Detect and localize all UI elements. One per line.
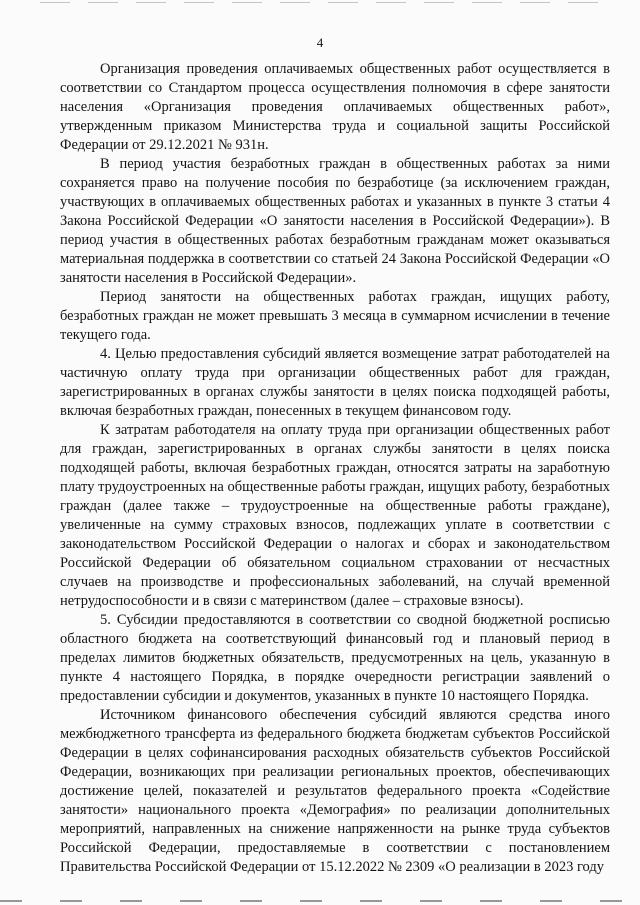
paragraph-subsidy-purpose: 4. Целью предоставления субсидий является возмещение затрат работодателей на частичную оплату труда при организации общественных работ для граждан, зарегистрированных в органах службы занятости в целях поиска подходящей работы, включая безработных граждан, понесенных в текущем финансовом году. [60,346,610,419]
paragraph-subsidy-provision: 5. Субсидии предоставляются в соответствии со сводной бюджетной росписью областного бюджета на соответствующий финансовый год и плановый период в пределах лимитов бюджетных обязательств, предусмотренных на цель, указанную в пункте 4 настоящего Порядка, в порядке очередности регистрации заявлений о предоставлении субсидии и документов, указанных в пункте 10 настоящего Порядка. [60,612,610,704]
paragraph-funding-source: Источником финансового обеспечения субсидий являются средства иного межбюджетного трансферта из федерального бюджета бюджетам субъектов Российской Федерации в целях софинансирования расходных обязательств субъектов Российской Федерации, возникающих при реализации региональных проектов, обеспечивающих достижение целей, показателей и результатов федерального проекта «Содействие занятости» национального проекта «Демография» по реализации дополнительных мероприятий, направленных на снижение напряженности на рынке труда субъектов Российской Федерации, предоставляемые в соответствии с постановлением Правительства Российской Федерации от 15.12.2022 № 2309 «О реализации в 2023 году [60,707,610,875]
paragraph-employment-period: Период занятости на общественных работах граждан, ищущих работу, безработных граждан не может превышать 3 месяца в суммарном исчислении в течение текущего года. [60,289,610,343]
page-number: 4 [316,35,324,50]
paragraph-public-works-standard: Организация проведения оплачиваемых общественных работ осуществляется в соответствии со Стандартом процесса осуществления полномочия в сфере занятости населения «Организация проведения оплачиваемых общественных работ», утвержденным приказом Министерства труда и социальной защиты Российской Федерации от 29.12.2021 № 931н. [60,61,610,153]
scan-edge-top [40,2,600,3]
scan-edge-bottom [0,900,640,902]
paragraph-labor-costs: К затратам работодателя на оплату труда при организации общественных работ для граждан, зарегистрированных в органах службы занятости в целях поиска подходящей работы, включая безработных граждан, относятся затраты на заработную плату трудоустроенных на общественные работы граждан, ищущих работу, безработных граждан (далее также – трудоустроенные на общественные работы граждане), увеличенные на сумму страховых взносов, подлежащих уплате в соответствии с законодательством Российской Федерации о налогах и сборах и законодательством Российской Федерации об обязательном социальном страховании от несчастных случаев на производстве и профессиональных заболеваний, на случай временной нетрудоспособности и в связи с материнством (далее – страховые взносы). [60,422,610,609]
document-body [60,60,610,877]
paragraph-unemployment-benefit: В период участия безработных граждан в общественных работах за ними сохраняется право на получение пособия по безработице (за исключением граждан, участвующих в оплачиваемых общественных работах и указанных в пункте 3 статьи 4 Закона Российской Федерации «О занятости населения в Российской Федерации»). В период участия в общественных работах безработным гражданам может оказываться материальная поддержка в соответствии со статьей 24 Закона Российской Федерации «О занятости населения в Российской Федерации». [60,156,610,286]
